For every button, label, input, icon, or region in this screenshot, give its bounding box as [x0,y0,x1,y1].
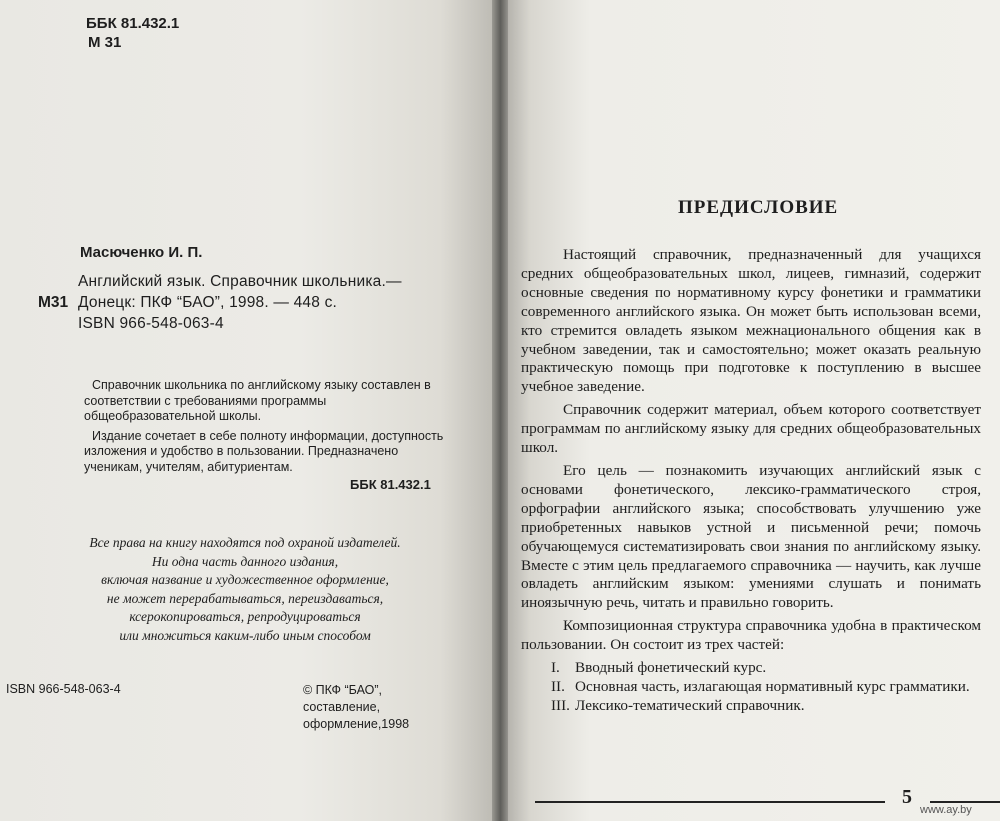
bib-line [38,313,478,334]
watermark: www.ay.by [920,804,972,816]
preface-paragraph: Справочник содержит материал, объем которого соответствует программам по английскому языку для средних общеобразовательных школ. [521,401,981,457]
copyright-line: составление, [303,700,381,714]
part-number: III. [551,696,570,714]
part-number: II. [551,677,565,695]
preface-paragraph: Его цель — познакомить изучающих английский язык с основами фонетического, лексико-грамматического строя, орфографии английского языка; способствовать улучшению уже приобретенных навыков устной и письменной речи; помочь обучающемуся систематизировать свои знания по английскому языку. Вместе с этим цель предлагаемого справочника — научить, как лучше овладеть английским языком: умениями слушать и понимать иноязычную речь, читать и правильно говорить. [521,461,981,612]
bib-line [38,271,478,292]
book-gutter [492,0,508,821]
list-item [551,659,981,678]
part-text: Вводный фонетический курс. [575,659,767,677]
part-text: Основная часть, излагающая нормативный курс грамматики. [575,677,970,695]
copyright-line: оформление,1998 [303,717,410,731]
classification-codes [86,14,179,52]
preface-paragraph: Настоящий справочник, предназначенный для учащихся средних общеобразовательных школ, лицеев, гимназий, содержит основные сведения по нормативному курсу фонетики и грамматики современного английского языка. Он может быть использован всеми, кто стремится овладеть языком межнационального общения как в учебном заведении, так и самостоятельно; может оказать реальную практическую помощь при подготовке к поступлению в высшее учебное заведение. [521,246,981,396]
rights-line: не может перерабатываться, переиздаваться, [106,590,384,606]
preface-body [521,246,981,716]
author-name: Масюченко И. П. [80,244,203,261]
preface-paragraph: Композиционная структура справочника удобна в практическом пользовании. Он состоит из трех частей: [521,617,981,654]
isbn-footer: ISBN 966-548-063-4 [6,682,121,696]
list-item [551,697,981,716]
rights-line: Все права на книгу находятся под охраной издателей. [89,535,401,550]
bib-label: М31 [38,294,69,311]
bib-title: Английский язык. Справочник школьника.— [78,273,402,290]
bbk-code-annotation: ББК 81.432.1 [350,477,431,492]
rights-line: ксерокопироваться, репродуцироваться [129,609,361,624]
rights-notice [40,534,450,645]
annotation [84,378,456,479]
part-text: Лексико-тематический справочник. [575,696,805,714]
bibliographic-record [38,271,478,334]
list-item [551,678,981,697]
rights-line: Ни одна часть данного издания, [151,553,339,569]
footer-rule [535,801,885,803]
author-mark: М 31 [88,34,122,51]
page-title: ПРЕДИСЛОВИЕ [678,197,839,218]
bib-isbn: ISBN 966-548-063-4 [78,315,224,332]
rights-line: или множиться каким-либо иным способом [119,627,371,643]
rights-line: включая название и художественное оформление, [101,572,389,587]
page-number: 5 [902,786,912,808]
bbk-code: ББК 81.432.1 [86,15,180,32]
parts-list [521,659,981,716]
bib-publisher: Донецк: ПКФ “БАО”, 1998. — 448 с. [78,294,338,311]
copyright-line: © ПКФ “БАО”, [303,683,383,697]
part-number: I. [551,659,560,677]
annotation-paragraph: Издание сочетает в себе полноту информации, доступность изложения и удобство в пользовании. Предназначено ученикам, учителям, абитуриентам. [84,428,444,474]
footer-rule [930,801,1000,803]
bib-line [38,292,478,313]
copyright-notice [303,682,409,733]
annotation-paragraph: Справочник школьника по английскому языку составлен в соответствии с требованиями программы общеобразовательной школы. [84,378,431,423]
